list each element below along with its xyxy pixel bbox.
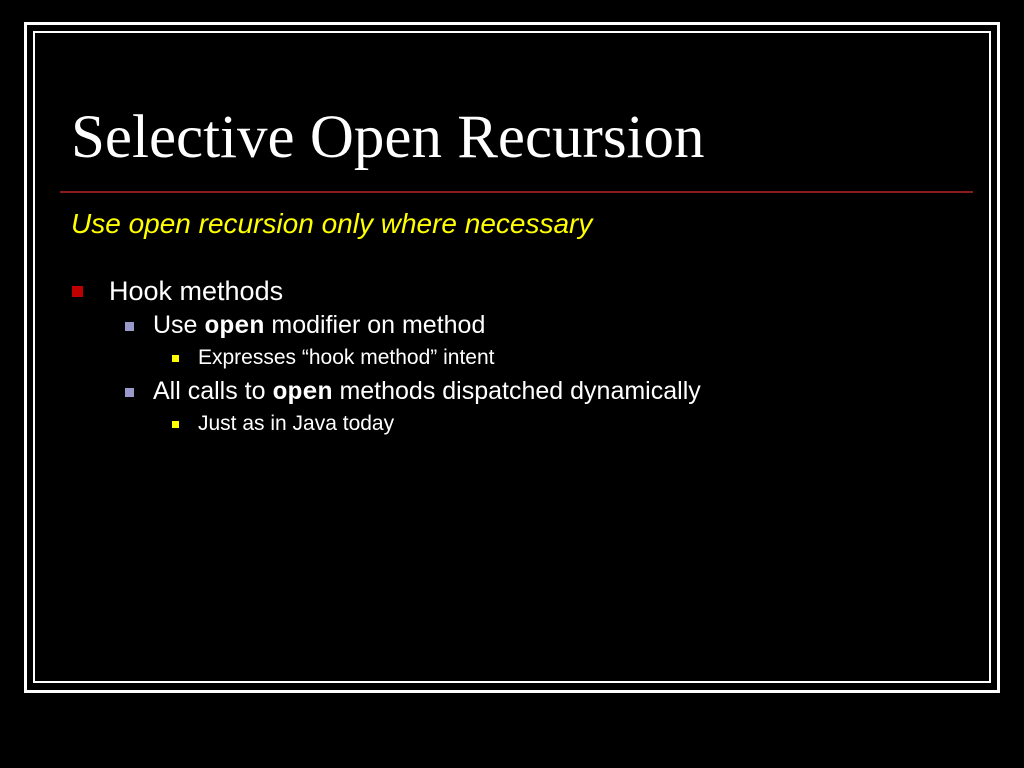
bullet-java <box>172 410 394 438</box>
yellow-square-bullet-icon <box>172 355 179 362</box>
bullet-expresses <box>172 344 494 372</box>
bullet-text <box>153 377 701 407</box>
bullet-text-prefix: Use <box>153 311 205 339</box>
code-keyword: open <box>204 312 265 341</box>
bullet-text-prefix: All calls to <box>153 377 273 405</box>
bullet-hook-methods <box>72 274 283 308</box>
red-square-bullet-icon <box>72 286 83 297</box>
yellow-square-bullet-icon <box>172 421 179 428</box>
bullet-use-open <box>125 310 485 342</box>
lavender-square-bullet-icon <box>125 388 134 397</box>
bullet-text: Expresses “hook method” intent <box>198 346 495 369</box>
slide-subtitle: Use open recursion only where necessary <box>71 208 593 239</box>
title-divider <box>60 191 973 193</box>
bullet-text-suffix: modifier on method <box>264 311 486 339</box>
bullet-text: Hook methods <box>109 275 284 306</box>
bullet-all-calls <box>125 376 701 408</box>
bullet-text <box>153 311 485 341</box>
slide-title: Selective Open Recursion <box>71 104 705 171</box>
lavender-square-bullet-icon <box>125 322 134 331</box>
bullet-text-suffix: methods dispatched dynamically <box>332 377 701 405</box>
code-keyword: open <box>272 378 333 407</box>
bullet-text: Just as in Java today <box>198 412 395 435</box>
